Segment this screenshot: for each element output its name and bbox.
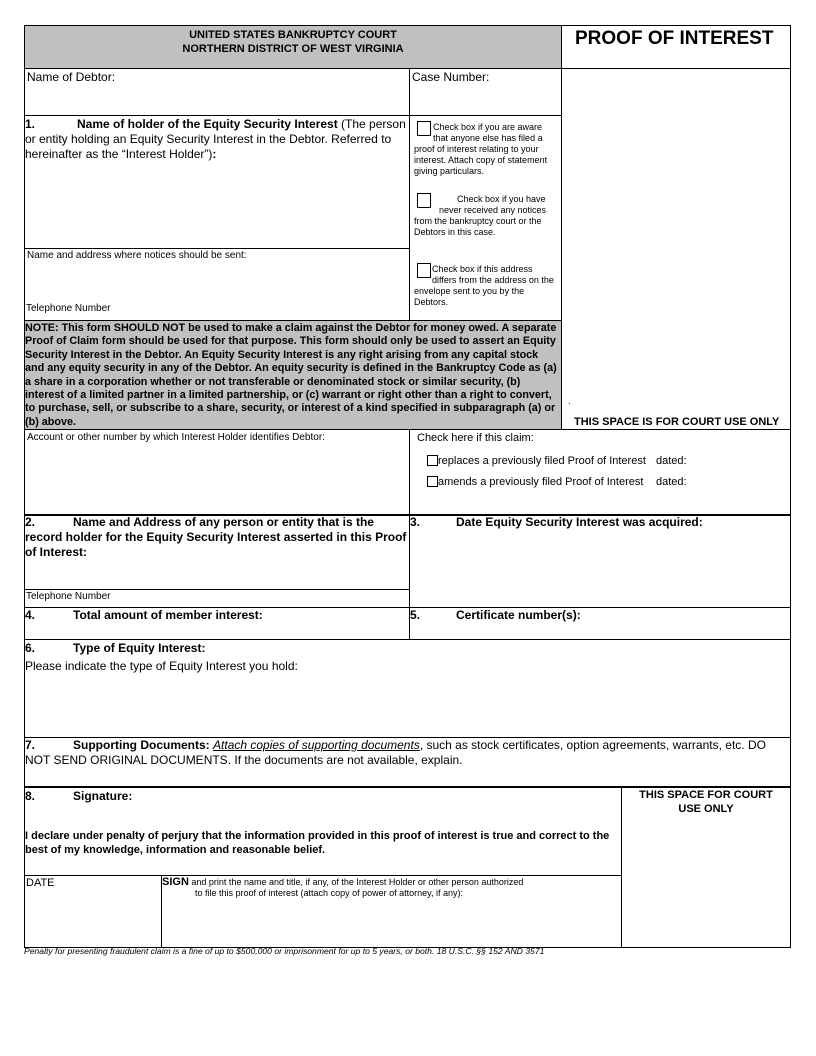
check-address-differs-text: Check box if this address differs from the address on the envelope sent to you by the Debtors. xyxy=(414,264,554,307)
court-use-label-bottom xyxy=(621,788,791,816)
section-7-rest: , such as stock certificates, option agreements, warrants, etc. DO NOT SEND ORIGINAL DOCUMENTS. If the documents are not available, explain. xyxy=(25,738,766,767)
replaces-dated-label: dated: xyxy=(656,455,687,467)
section-2-number: 2. xyxy=(25,515,36,529)
section-4-heading xyxy=(25,608,263,623)
section-1-number: 1. xyxy=(25,117,36,131)
section-5-title: Certificate number(s): xyxy=(456,608,581,622)
check-aware-checkbox[interactable] xyxy=(417,121,431,136)
section-7-title: Supporting Documents: xyxy=(73,738,210,752)
section-2-heading xyxy=(25,515,408,560)
court-name xyxy=(24,28,562,56)
section-5-heading xyxy=(410,608,581,623)
sign-line-2: to file this proof of interest (attach copy of power of attorney, if any): xyxy=(195,888,463,898)
note-text: NOTE: This form SHOULD NOT be used to make a claim against the Debtor for money owed. A separate Proof of Claim form should be used for that purpose. This form should only be used to assert an Equity Security Interest in the Debtor. An Equity Security Interest is any right arising from any capital stock and any equity security in any of the Debtor. An equity security is defined in the Bankruptcy Code as (a) a share in a corporation whether or not transferable or denominated stock or similar security, (b) interest of a limited partner in a limited partnership, or (c) warrant or right other than a right to convert, to purchase, sell, or subscribe to a share, security, or interest of a kind specified in subparagraph (a) or (b) above. xyxy=(25,322,557,428)
check-here-label: Check here if this claim: xyxy=(417,432,534,444)
sign-label: SIGN xyxy=(162,876,189,888)
check-address-differs-checkbox[interactable] xyxy=(417,263,431,278)
court-line-1: UNITED STATES BANKRUPTCY COURT xyxy=(189,29,397,41)
amends-dated-label: dated: xyxy=(656,476,687,488)
section-8-heading xyxy=(25,789,132,804)
court-use-line-1: THIS SPACE FOR COURT xyxy=(639,789,773,801)
section-6-number: 6. xyxy=(25,641,36,655)
case-number-label: Case Number: xyxy=(412,70,490,84)
replaces-checkbox[interactable] xyxy=(427,455,438,466)
section-1-colon: : xyxy=(212,147,217,161)
check-never-received-checkbox[interactable] xyxy=(417,193,431,208)
form-title: PROOF OF INTEREST xyxy=(575,28,774,49)
court-line-2: NORTHERN DISTRICT OF WEST VIRGINIA xyxy=(182,43,404,55)
replaces-text: replaces a previously filed Proof of Interest xyxy=(438,455,646,467)
amends-option xyxy=(427,475,643,489)
section-1-description: (The person or entity holding an Equity Security Interest in the Debtor. Referred to hereinafter as the “Interest Holder”) xyxy=(25,117,406,161)
amends-text: amends a previously filed Proof of Interest xyxy=(438,476,644,488)
section-8-number: 8. xyxy=(25,789,36,803)
date-label: DATE xyxy=(26,877,55,889)
perjury-declaration: I declare under penalty of perjury that the information provided in this proof of interest is true and correct to the best of my knowledge, information and reasonable belief. xyxy=(25,830,610,856)
sign-line-1: and print the name and title, if any, of the Interest Holder or other person authorized xyxy=(188,877,524,887)
attach-supporting-documents-text: Attach copies of supporting documents xyxy=(213,738,420,752)
check-aware-item xyxy=(414,122,557,177)
section-7-text xyxy=(25,738,789,768)
court-use-line-2: USE ONLY xyxy=(678,803,734,815)
section-6-instruction: Please indicate the type of Equity Interest you hold: xyxy=(25,659,298,673)
section-8-title: Signature: xyxy=(73,789,133,803)
sign-instructions xyxy=(162,877,620,899)
debtor-name-label: Name of Debtor: xyxy=(27,70,116,84)
section-1-title: Name of holder of the Equity Security Interest xyxy=(77,117,338,131)
section-1-heading xyxy=(25,117,408,162)
account-number-label: Account or other number by which Interest Holder identifies Debtor: xyxy=(27,432,325,443)
penalty-footer: Penalty for presenting fraudulent claim is a fine of up to $500,000 or imprisonment for up to 5 years, or both. 18 U.S.C. §§ 152 AND 3571 xyxy=(24,946,545,956)
court-use-label: THIS SPACE IS FOR COURT USE ONLY xyxy=(574,416,780,428)
check-never-received-text: Check box if you have never received any notices from the bankruptcy court or the Debtors in this case. xyxy=(414,194,547,237)
telephone-label-1: Telephone Number xyxy=(26,303,111,314)
court-use-dot: . xyxy=(568,396,571,406)
notice-address-label: Name and address where notices should be sent: xyxy=(27,250,247,261)
section-3-title: Date Equity Security Interest was acquired: xyxy=(456,515,703,529)
section-6-heading xyxy=(25,641,205,656)
amends-checkbox[interactable] xyxy=(427,476,438,487)
section-3-heading xyxy=(410,515,703,530)
telephone-label-2: Telephone Number xyxy=(26,591,111,602)
section-7-number: 7. xyxy=(25,738,36,752)
section-4-title: Total amount of member interest: xyxy=(73,608,263,622)
section-6-title: Type of Equity Interest: xyxy=(73,641,206,655)
check-never-received-item xyxy=(414,194,557,238)
section-4-number: 4. xyxy=(25,608,36,622)
check-aware-text: Check box if you are aware that anyone else has filed a proof of interest relating to your interest. Attach copy of statement giving particulars. xyxy=(414,122,548,176)
section-5-number: 5. xyxy=(410,608,421,622)
court-use-area xyxy=(561,68,791,430)
section-2-title: Name and Address of any person or entity that is the record holder for the Equity Security Interest asserted in this Proof of Interest: xyxy=(25,515,407,559)
replaces-option xyxy=(427,454,646,468)
section-3-number: 3. xyxy=(410,515,421,529)
check-address-differs-item xyxy=(414,264,557,308)
